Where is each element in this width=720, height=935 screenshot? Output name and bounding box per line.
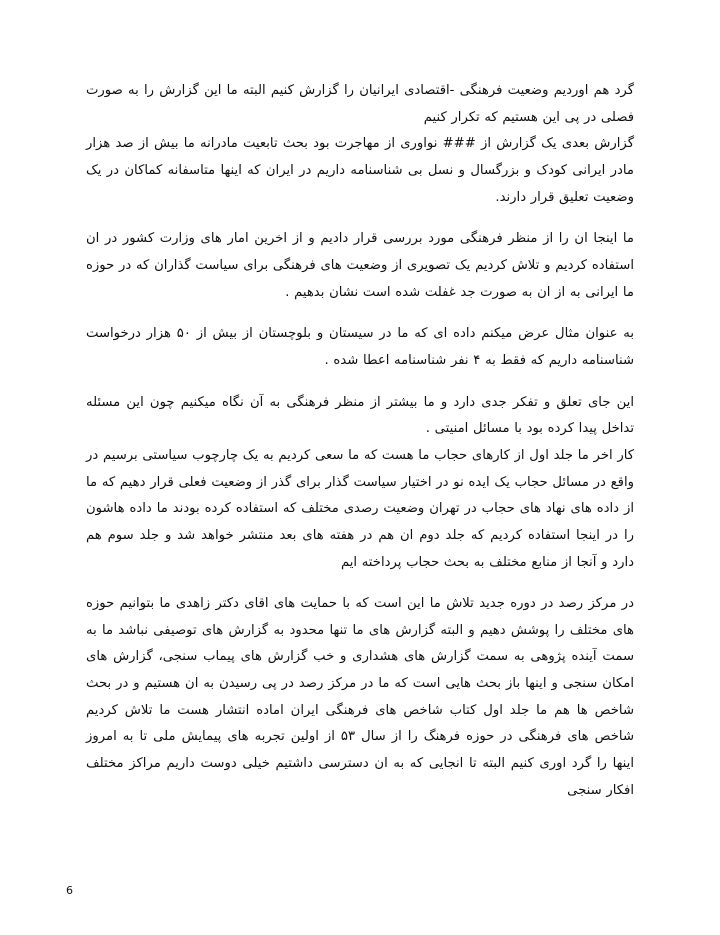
paragraph-4: به عنوان مثال عرض میکنم داده ای که ما در سیستان و بلوچستان از بیش از ۵۰ هزار درخواست شناسنامه داریم که فقط به ۴ نفر شناسنامه اعطا شده .: [86, 326, 635, 368]
paragraph-7: در مرکز رصد در دوره جدید تلاش ما این است که با حمایت های اقای دکتر زاهدی ما بتوانیم حوزه های مختلف را پوشش دهیم و البته گزارش های ما تنها محدود به گزارش های توصیفی نباشد ما به سمت آینده پژوهی به سمت گزارش های هشداری و خب گزارش های پیماب سنجی، گزارش های امکان سنجی و اینها باز بحث هایی است که ما در مرکز رصد در پی رسیدن به ان هستیم و در بحث شاخص ها هم ما جلد اول کتاب شاخص های فرهنگی ایران اماده انتشار هست ما تلاش کردیم شاخص های فرهنگی در حوزه فرهنگ را از سال ۵۳ از اولین تجربه های پیمایش ملی تا به امروز اینها را گرد اوری کنیم البته تا انجایی که به ان دسترسی داشتیم خیلی دوست داریم مراکز مختلف افکار سنجی: [86, 596, 634, 798]
paragraph-2: گزارش بعدی یک گزارش از ### نواوری از مهاجرت بود بحث تابعیت مادرانه ما بیش از صد هزار مادر ایرانی کودک و بزرگسال و نسل بی شناسنامه داریم در ایران که اینها متاسفانه کماکان در یک وضعیت تعلیق قرار دارند.: [86, 136, 634, 205]
paragraph-5: این جای تعلق و تفکر جدی دارد و ما بیشتر از منظر فرهنگی به آن نگاه میکنیم چون این مسئله تداخل پیدا کرده بود با مسائل امنیتی .: [86, 394, 634, 437]
paragraph-6: کار اخر ما جلد اول از کارهای حجاب ما هست که ما سعی کردیم به یک چارچوب سیاستی برسیم در واقع در مسائل حجاب یک ایده نو در اختیار سیاست گذار برای گذر از وضعیت فعلی قرار دهیم که ما از داده های نهاد های حجاب در تهران وضعیت رصدی مختلف که استفاده کرده بودند ما داده هاشون را در اینجا استفاده کردیم که جلد دوم ان هم در هفته های بعد منتشر خواهد شد و جلد سوم هم دارد و آنجا از منابع مختلف به بحث حجاب پرداخته ایم: [86, 447, 634, 570]
page-number: 6: [66, 884, 73, 897]
paragraph-3: ما اینجا ان را از منظر فرهنگی مورد بررسی قرار دادیم و از اخرین امار های وزارت کشور در ان استفاده کردیم و تلاش کردیم یک تصویری از وضعیت های فرهنگی برای سیاست گذاران که در حوزه ما ایرانی به از ان به صورت جد غفلت شده است نشان بدهیم .: [86, 231, 634, 300]
document-body: [86, 78, 634, 804]
paragraph-1: گرد هم اوردیم وضعیت فرهنگی -اقتصادی ایرانیان را گزارش کنیم البته ما این گزارش را به صورت فصلی در پی این هستیم که تکرار کنیم: [86, 83, 634, 125]
